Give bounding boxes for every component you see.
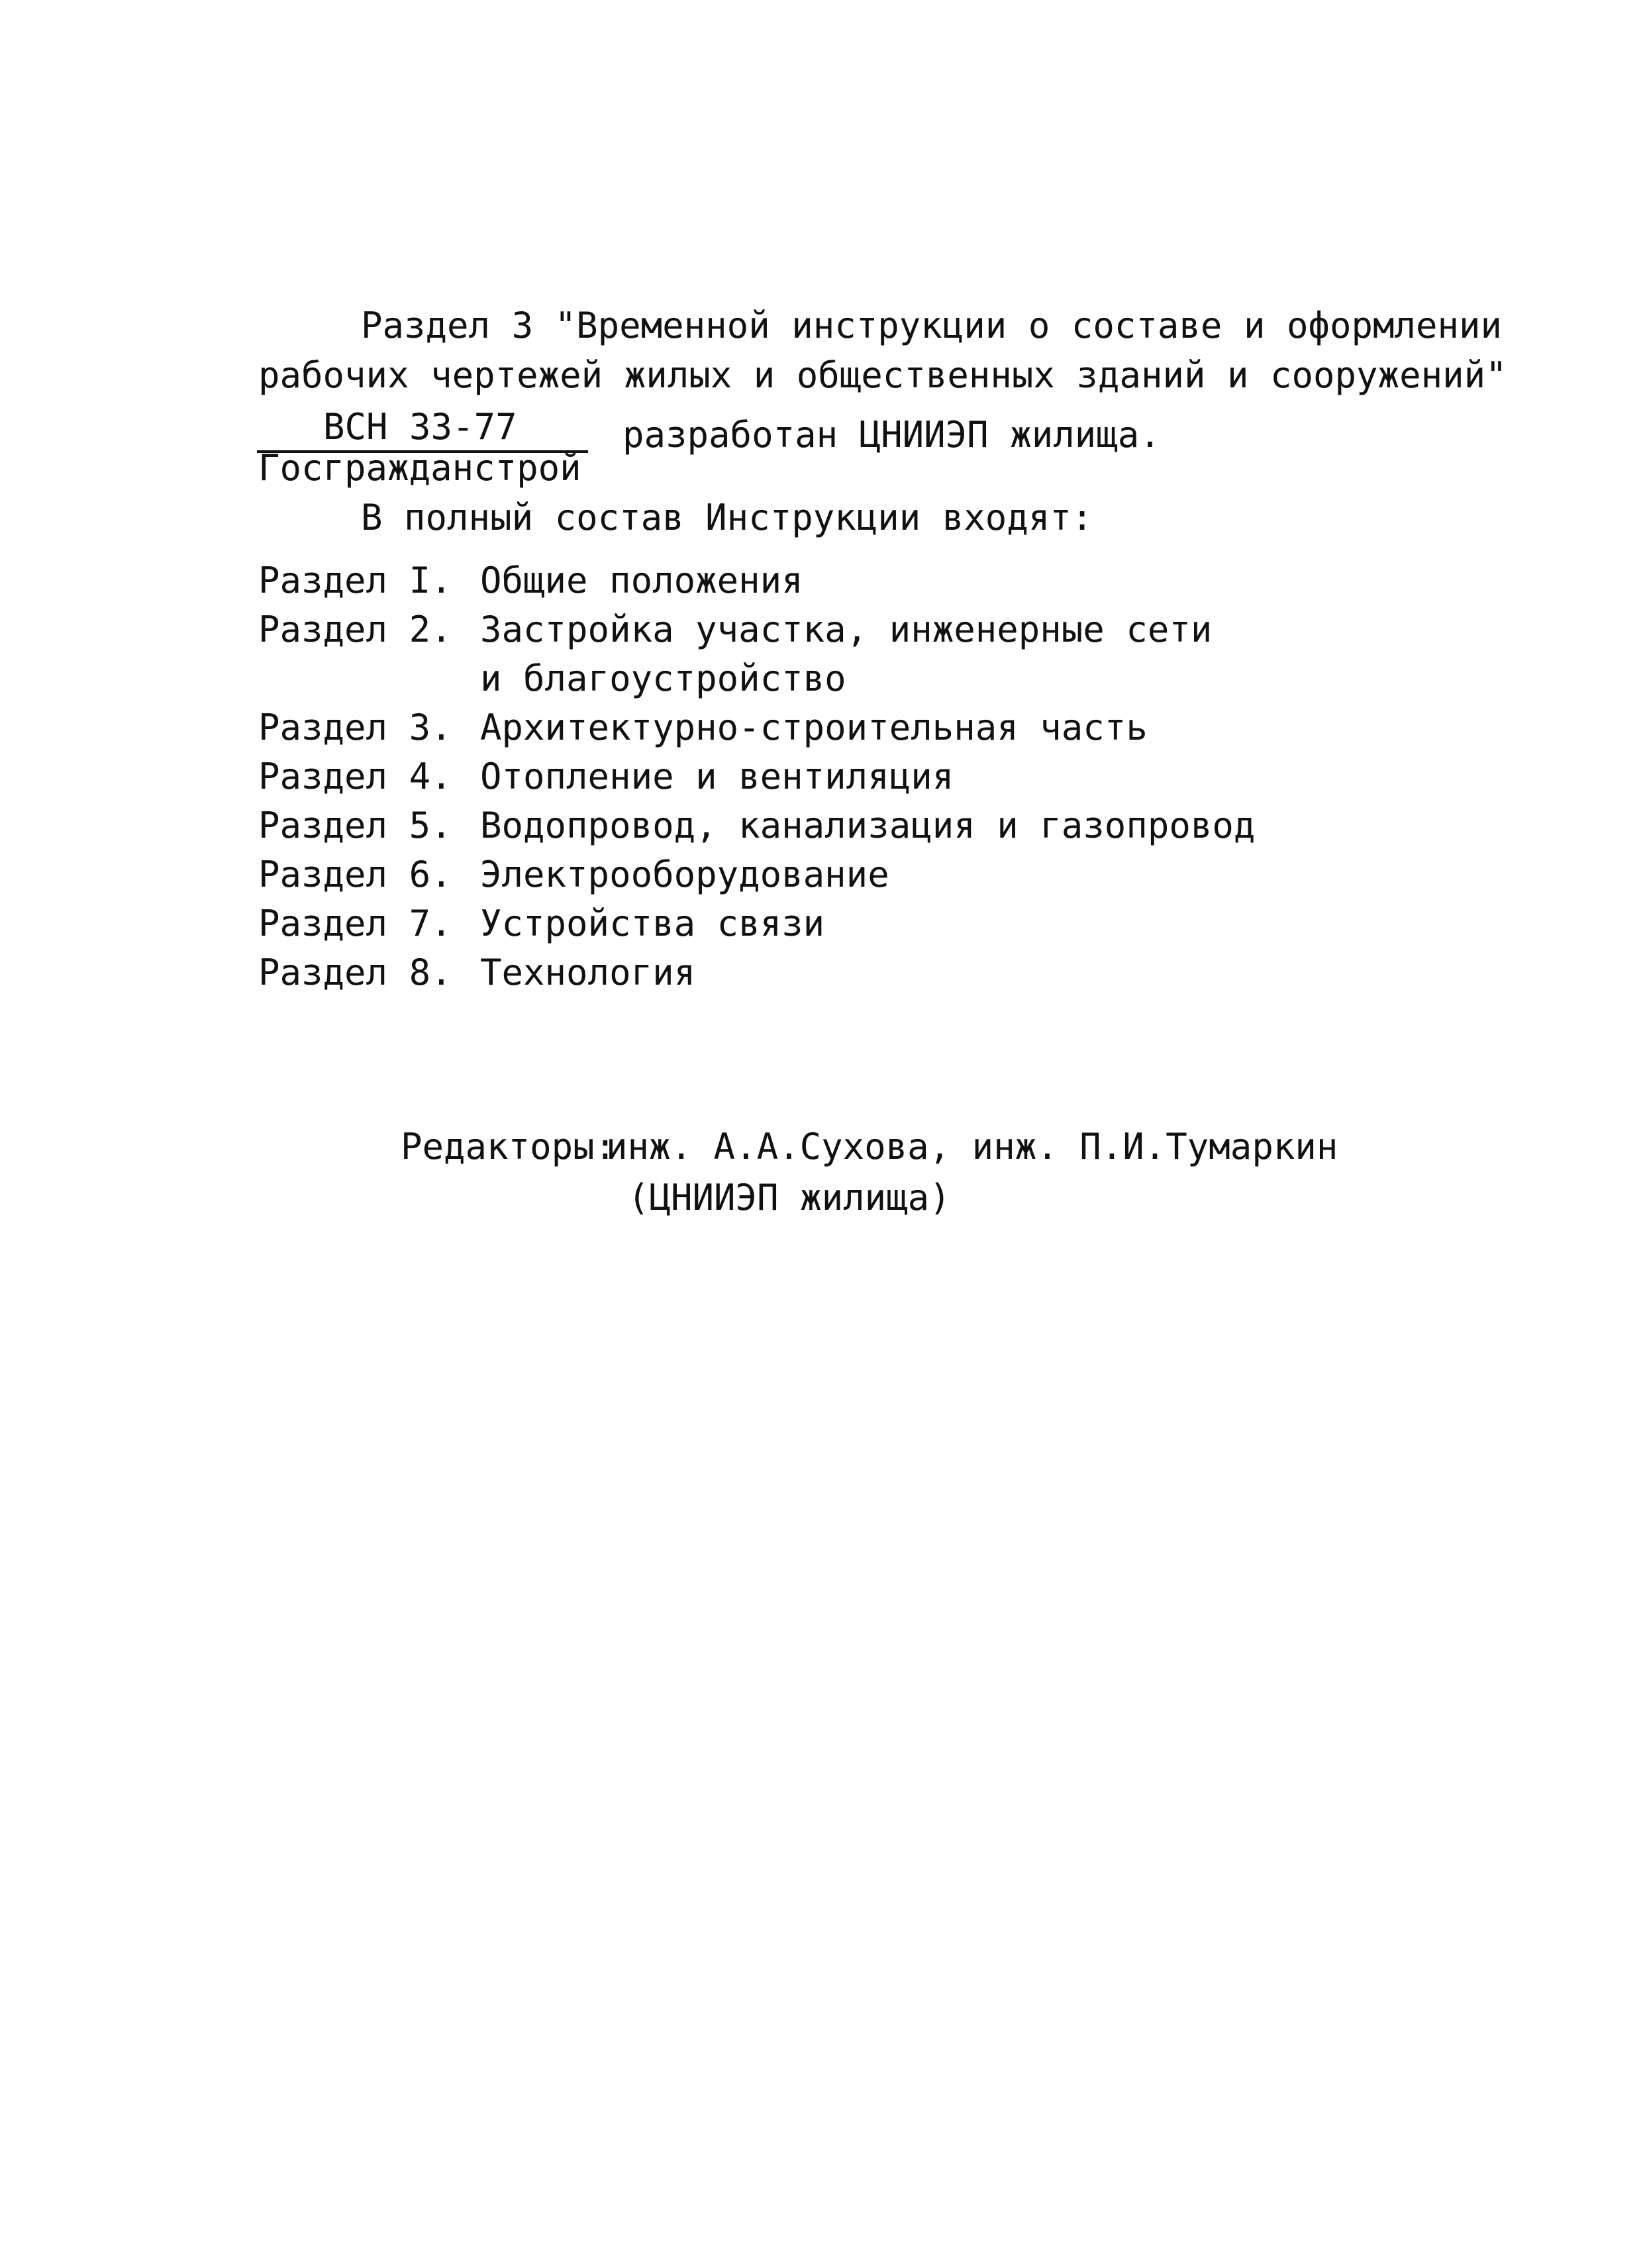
section-title: Общие положения [480, 560, 803, 601]
section-label: Раздел 4. [258, 756, 452, 797]
section-title: Электрооборудование [480, 854, 889, 895]
editors-organization: (ЦНИИЭП жилища) [628, 1177, 951, 1218]
editors-label: Редакторы: [401, 1126, 617, 1167]
section-title: Архитектурно-строительная часть [480, 707, 1148, 748]
document-code-block [257, 406, 588, 452]
section-title: Технология [480, 952, 696, 993]
editors-names: инж. А.А.Сухова, инж. П.И.Тумаркин [606, 1126, 1338, 1167]
section-label: Раздел 6. [258, 854, 452, 895]
intro-line-2: рабочих чертежей жилых и общественных зданий и сооружений" [258, 354, 1507, 396]
section-title: Устройства связи [480, 903, 825, 944]
section-title: Застройка участка, инженерные сети и благоустройство [480, 609, 1213, 699]
section-title: Водопровод, канализация и газопровод [480, 805, 1256, 846]
section-title: Отопление и вентиляция [480, 756, 954, 797]
section-label: Раздел 2. [258, 609, 452, 650]
intro-line-1: Раздел 3 "Временной инструкции о составе и оформлении [361, 305, 1503, 346]
document-code: ВСН 33-77 [323, 406, 517, 448]
section-label: Раздел I. [258, 560, 452, 601]
section-label: Раздел 7. [258, 903, 452, 944]
organization-text: Госгражданстрой [258, 447, 581, 489]
section-label: Раздел 5. [258, 805, 452, 846]
section-label: Раздел 8. [258, 952, 452, 993]
developer-text: разработан ЦНИИЭП жилища. [622, 414, 1161, 456]
section-label: Раздел 3. [258, 707, 452, 748]
composition-heading: В полный состав Инструкции входят: [361, 497, 1093, 538]
